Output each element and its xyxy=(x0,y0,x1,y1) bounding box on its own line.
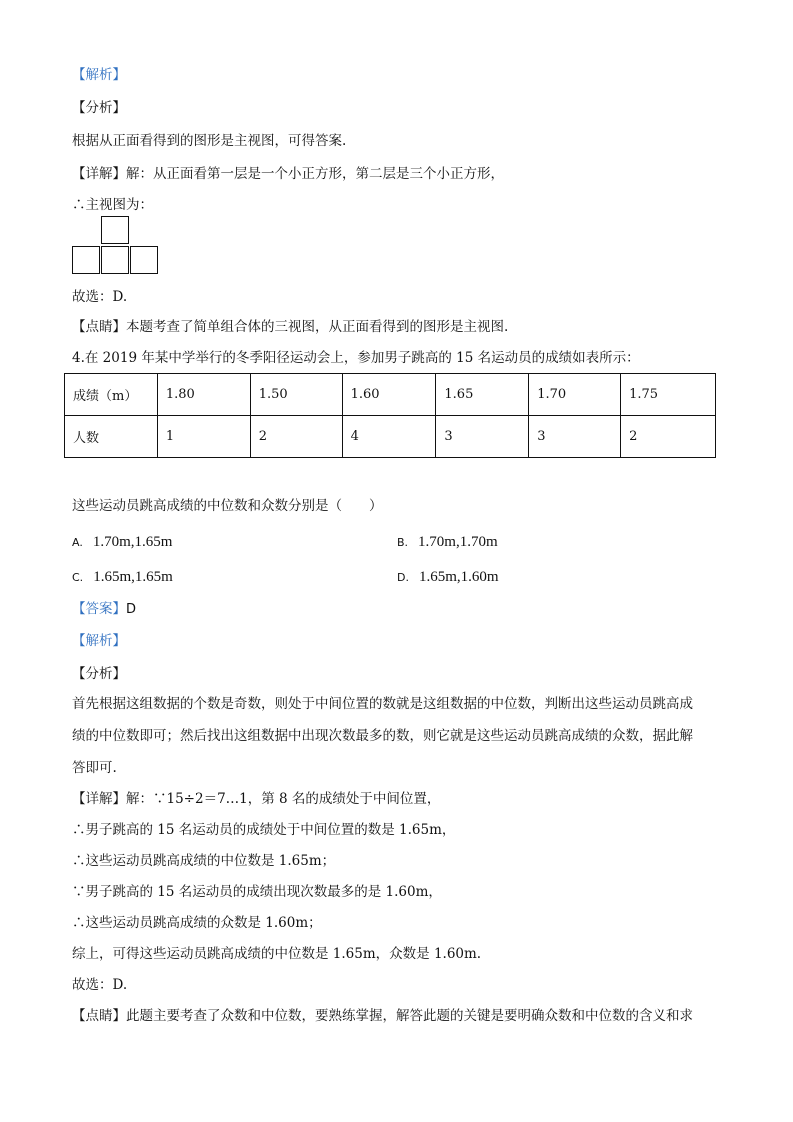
analysis-subheading: 【分析】 xyxy=(72,100,126,116)
analysis-line-3: 答即可. xyxy=(72,760,117,776)
detail-line-5: ∴这些运动员跳高成绩的众数是 1.60m； xyxy=(72,915,322,931)
table-cell: 1 xyxy=(157,416,250,458)
question-ask: 这些运动员跳高成绩的中位数和众数分别是（ ） xyxy=(72,498,383,514)
option-a-letter: A. xyxy=(72,536,83,549)
choice-line-2: 故选：D. xyxy=(72,977,128,993)
analysis-text: 根据从正面看得到的图形是主视图，可得答案. xyxy=(72,133,347,149)
option-d xyxy=(397,567,499,588)
table-cell: 2 xyxy=(621,416,716,458)
detail-line-1: 【详解】解：∵15÷2＝7…1，第 8 名的成绩处于中间位置， xyxy=(72,791,441,807)
option-b-text: 1.70m,1.70m xyxy=(418,534,498,550)
option-a xyxy=(72,532,172,553)
option-d-text: 1.65m,1.60m xyxy=(418,569,499,585)
analysis-heading: 【解析】 xyxy=(72,67,126,83)
front-view-figure xyxy=(72,216,162,277)
table-cell: 4 xyxy=(342,416,436,458)
detail-line-2: ∴男子跳高的 15 名运动员的成绩处于中间位置的数是 1.65m， xyxy=(72,822,456,838)
score-table xyxy=(64,373,716,458)
answer-line xyxy=(72,599,136,620)
table-cell: 1.80 xyxy=(157,374,250,416)
analysis-heading-2: 【解析】 xyxy=(72,633,126,649)
answer-value: D xyxy=(126,602,137,617)
figure-square-bottom-left xyxy=(72,246,100,274)
option-b-letter: B. xyxy=(397,536,409,549)
table-cell: 1.60 xyxy=(342,374,436,416)
table-cell: 3 xyxy=(529,416,621,458)
option-c-text: 1.65m,1.65m xyxy=(93,569,173,585)
table-cell: 1.75 xyxy=(621,374,716,416)
detail-line-6: 综上，可得这些运动员跳高成绩的中位数是 1.65m，众数是 1.60m. xyxy=(72,946,482,962)
table-cell: 2 xyxy=(250,416,342,458)
option-b xyxy=(397,532,498,553)
analysis-subheading-2: 【分析】 xyxy=(72,666,126,682)
table-cell: 成绩（m） xyxy=(65,374,158,416)
table-row-scores xyxy=(65,374,716,416)
table-cell: 3 xyxy=(436,416,529,458)
detail-text: 【详解】解：从正面看第一层是一个小正方形，第二层是三个小正方形， xyxy=(72,166,504,182)
comment-line: 【点睛】本题考查了简单组合体的三视图，从正面看得到的图形是主视图. xyxy=(72,319,509,335)
option-a-text: 1.70m,1.65m xyxy=(92,534,173,550)
comment-line-2: 【点睛】此题主要考查了众数和中位数，要熟练掌握，解答此题的关键是要明确众数和中位数的含义和求 xyxy=(72,1008,693,1024)
table-cell: 1.70 xyxy=(529,374,621,416)
front-view-label: ∴主视图为： xyxy=(72,197,153,213)
analysis-line-2: 绩的中位数即可；然后找出这组数据中出现次数最多的数，则它就是这些运动员跳高成绩的众数，据此解 xyxy=(72,728,693,744)
analysis-line-1: 首先根据这组数据的个数是奇数，则处于中间位置的数就是这组数据的中位数，判断出这些运动员跳高成 xyxy=(72,696,693,712)
option-d-letter: D. xyxy=(397,571,409,584)
detail-line-4: ∵男子跳高的 15 名运动员的成绩出现次数最多的是 1.60m， xyxy=(72,884,442,900)
question-text: 4.在 2019 年某中学举行的冬季阳径运动会上，参加男子跳高的 15 名运动员的成绩如表所示： xyxy=(72,350,640,366)
option-c xyxy=(72,567,173,588)
detail-line-3: ∴这些运动员跳高成绩的中位数是 1.65m； xyxy=(72,853,336,869)
table-cell: 1.50 xyxy=(250,374,342,416)
choice-line: 故选：D. xyxy=(72,289,128,305)
table-row-counts xyxy=(65,416,716,458)
figure-square-bottom-middle xyxy=(101,246,129,274)
table-cell: 人数 xyxy=(65,416,158,458)
figure-square-bottom-right xyxy=(130,246,158,274)
table-cell: 1.65 xyxy=(436,374,529,416)
answer-label: 【答案】 xyxy=(72,601,126,617)
figure-square-top xyxy=(101,216,129,244)
option-c-letter: C. xyxy=(72,571,84,584)
